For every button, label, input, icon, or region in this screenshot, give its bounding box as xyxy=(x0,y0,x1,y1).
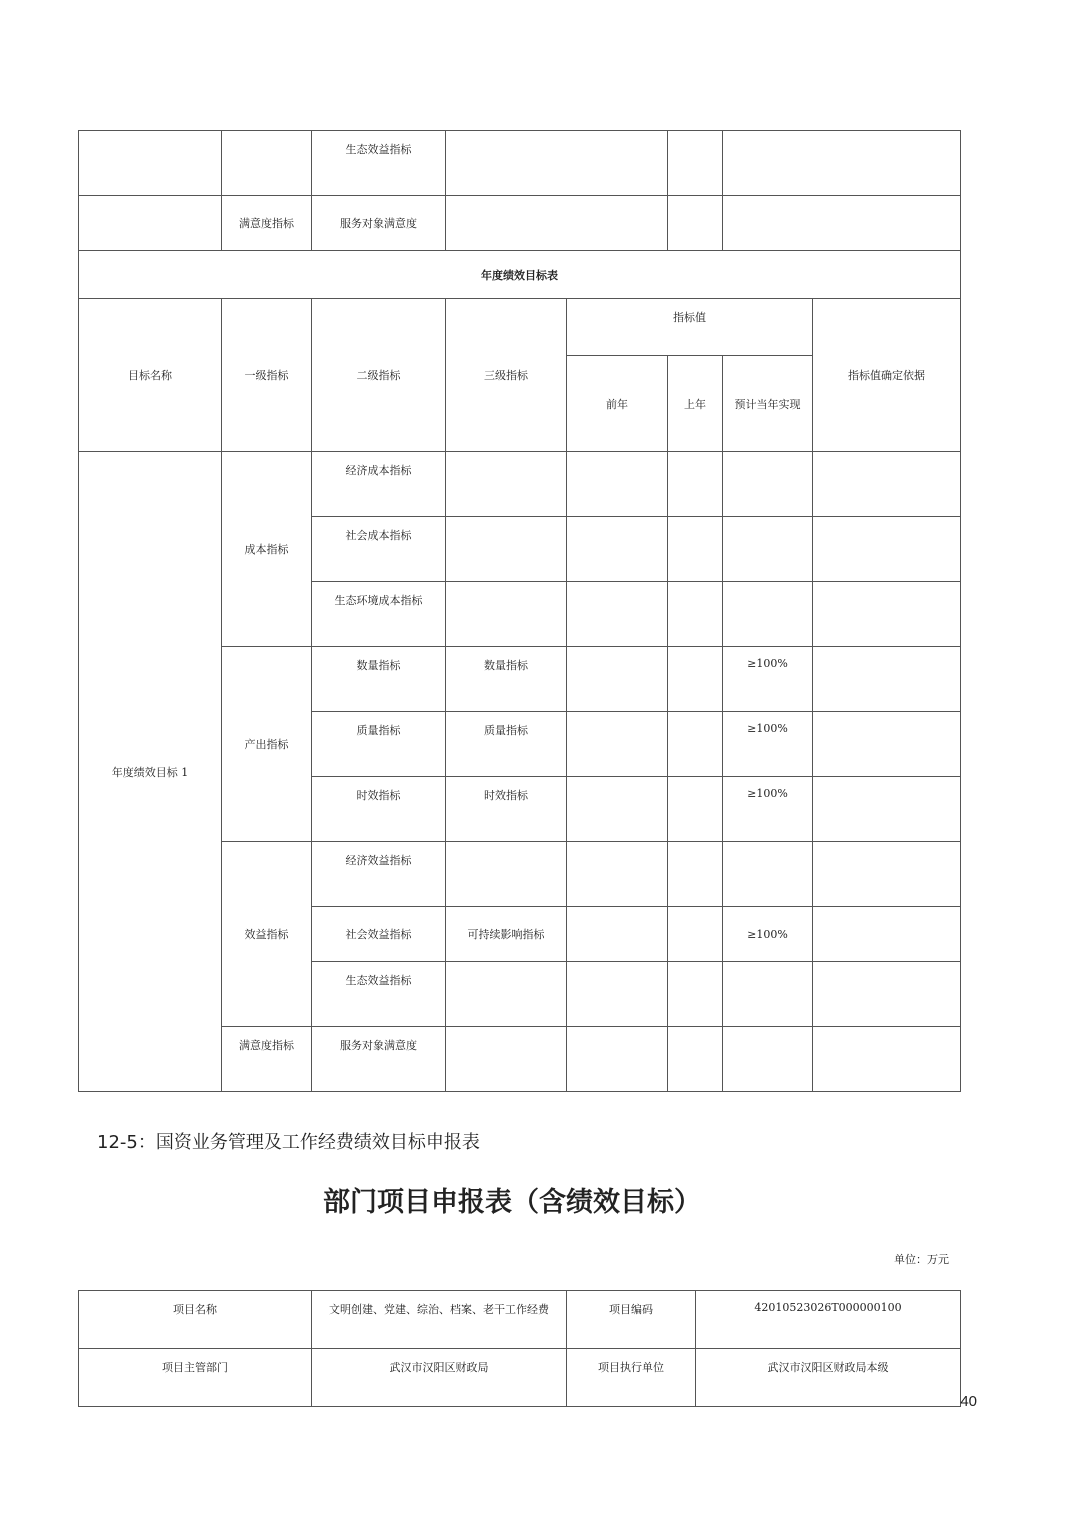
level3-cell: 可持续影响指标 xyxy=(446,907,567,962)
header-level2: 二级指标 xyxy=(312,299,446,452)
cell xyxy=(723,131,961,196)
level3-cell xyxy=(446,1027,567,1092)
cell xyxy=(668,131,723,196)
cell xyxy=(668,712,723,777)
level2-cell: 经济效益指标 xyxy=(312,842,446,907)
header-level3: 三级指标 xyxy=(446,299,567,452)
level3-cell xyxy=(446,582,567,647)
cell xyxy=(567,842,668,907)
level2-cell: 生态环境成本指标 xyxy=(312,582,446,647)
cell xyxy=(813,452,961,517)
project-dept-value: 武汉市汉阳区财政局 xyxy=(312,1349,567,1407)
level3-cell xyxy=(446,962,567,1027)
cell xyxy=(668,962,723,1027)
expected-cell: ≥100% xyxy=(723,777,813,842)
header-level1: 一级指标 xyxy=(222,299,312,452)
page-number: 40 xyxy=(960,1393,977,1410)
level1-cell: 满意度指标 xyxy=(222,196,312,251)
expected-cell xyxy=(723,517,813,582)
header-expected: 预计当年实现 xyxy=(723,356,813,452)
cell xyxy=(222,131,312,196)
level2-cell: 经济成本指标 xyxy=(312,452,446,517)
project-exec-value: 武汉市汉阳区财政局本级 xyxy=(696,1349,961,1407)
group-satisfaction: 满意度指标 xyxy=(222,1027,312,1092)
cell xyxy=(668,517,723,582)
goal-cell: 年度绩效目标 1 xyxy=(79,452,222,1092)
group-output: 产出指标 xyxy=(222,647,312,842)
cell xyxy=(668,452,723,517)
cell xyxy=(668,1027,723,1092)
level3-cell xyxy=(446,452,567,517)
header-indicator-value: 指标值 xyxy=(567,299,813,356)
project-name-label: 项目名称 xyxy=(79,1291,312,1349)
level2-cell: 数量指标 xyxy=(312,647,446,712)
cell xyxy=(813,1027,961,1092)
cell xyxy=(446,131,668,196)
level2-cell: 社会效益指标 xyxy=(312,907,446,962)
header-last-year: 上年 xyxy=(668,356,723,452)
group-benefit: 效益指标 xyxy=(222,842,312,1027)
project-code-label: 项目编码 xyxy=(567,1291,696,1349)
cell xyxy=(567,517,668,582)
performance-table xyxy=(78,130,961,1092)
level2-cell: 服务对象满意度 xyxy=(312,1027,446,1092)
cell xyxy=(813,962,961,1027)
cell xyxy=(567,452,668,517)
expected-cell: ≥100% xyxy=(723,647,813,712)
level3-cell: 数量指标 xyxy=(446,647,567,712)
level2-cell: 服务对象满意度 xyxy=(312,196,446,251)
level2-cell: 时效指标 xyxy=(312,777,446,842)
project-dept-label: 项目主管部门 xyxy=(79,1349,312,1407)
page-title: 部门项目申报表（含绩效目标） xyxy=(323,1187,701,1218)
project-exec-label: 项目执行单位 xyxy=(567,1349,696,1407)
project-name-value: 文明创建、党建、综治、档案、老干工作经费 xyxy=(312,1291,567,1349)
header-basis: 指标值确定依据 xyxy=(813,299,961,452)
section-heading: 12-5：国资业务管理及工作经费绩效目标申报表 xyxy=(97,1132,480,1153)
cell xyxy=(813,647,961,712)
cell xyxy=(668,196,723,251)
cell xyxy=(668,777,723,842)
cell xyxy=(813,842,961,907)
cell xyxy=(79,131,222,196)
level3-cell xyxy=(446,517,567,582)
cell xyxy=(567,582,668,647)
unit-label: 单位：万元 xyxy=(894,1253,949,1266)
level3-cell xyxy=(446,842,567,907)
project-table xyxy=(78,1290,961,1407)
expected-cell xyxy=(723,452,813,517)
level3-cell: 质量指标 xyxy=(446,712,567,777)
expected-cell xyxy=(723,842,813,907)
cell xyxy=(723,196,961,251)
cell xyxy=(567,647,668,712)
cell xyxy=(813,712,961,777)
cell xyxy=(668,842,723,907)
cell xyxy=(813,582,961,647)
cell xyxy=(567,777,668,842)
expected-cell xyxy=(723,962,813,1027)
level2-cell: 生态效益指标 xyxy=(312,131,446,196)
cell xyxy=(813,907,961,962)
cell xyxy=(668,907,723,962)
cell xyxy=(668,647,723,712)
annual-table-title: 年度绩效目标表 xyxy=(79,251,961,299)
cell xyxy=(567,712,668,777)
project-code-value: 42010523026T000000100 xyxy=(696,1291,961,1349)
header-prev-year: 前年 xyxy=(567,356,668,452)
cell xyxy=(813,517,961,582)
cell xyxy=(79,196,222,251)
level2-cell: 质量指标 xyxy=(312,712,446,777)
expected-cell xyxy=(723,1027,813,1092)
level2-cell: 生态效益指标 xyxy=(312,962,446,1027)
cell xyxy=(668,582,723,647)
group-cost: 成本指标 xyxy=(222,452,312,647)
header-goal-name: 目标名称 xyxy=(79,299,222,452)
cell xyxy=(446,196,668,251)
expected-cell: ≥100% xyxy=(723,907,813,962)
expected-cell xyxy=(723,582,813,647)
cell xyxy=(813,777,961,842)
expected-cell: ≥100% xyxy=(723,712,813,777)
level3-cell: 时效指标 xyxy=(446,777,567,842)
cell xyxy=(567,962,668,1027)
level2-cell: 社会成本指标 xyxy=(312,517,446,582)
cell xyxy=(567,907,668,962)
cell xyxy=(567,1027,668,1092)
